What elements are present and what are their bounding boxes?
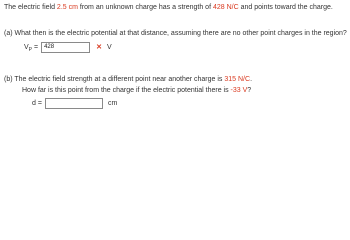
part-a-variable-label xyxy=(24,43,38,53)
distance-input[interactable] xyxy=(45,98,103,109)
part-b-text-4: ? xyxy=(247,87,252,94)
intro-text-3: and points toward the charge. xyxy=(238,4,333,11)
part-b-unit: cm xyxy=(107,100,118,107)
part-b-question-line-1 xyxy=(4,75,252,84)
field-strength-value: 428 N/C xyxy=(212,4,239,11)
part-b-potential: -33 V xyxy=(230,87,248,94)
part-b-variable-label xyxy=(32,99,42,108)
part-b-field-strength: 315 N/C xyxy=(224,76,251,83)
part-a-unit: V xyxy=(106,44,112,51)
part-b-text-3: How far is this point from the charge if the electric potential there is xyxy=(22,87,231,94)
equals-sign: = xyxy=(32,43,39,51)
problem-page xyxy=(0,0,350,119)
distance-value: 2.5 cm xyxy=(56,4,78,11)
variable-subscript: P xyxy=(28,46,33,53)
part-b-text-2: . xyxy=(250,76,253,83)
part-a-question: (a) What then is the electric potential at that distance, assuming there are no other point charges in the region? xyxy=(4,30,347,37)
problem-intro xyxy=(4,3,333,12)
x-mark-icon: ✕ xyxy=(96,44,102,51)
variable-main: V xyxy=(24,43,29,51)
part-b-answer-row xyxy=(32,98,117,109)
intro-text-1: The electric field xyxy=(4,4,57,11)
part-a-answer-row xyxy=(24,42,112,53)
variable-d: d xyxy=(32,100,36,107)
part-b-question-line-2 xyxy=(22,86,251,95)
intro-text-2: from an unknown charge has a strength of xyxy=(77,4,213,11)
equals-sign-b: = xyxy=(35,100,42,107)
potential-input[interactable] xyxy=(41,42,90,53)
part-b-text-1: (b) The electric field strength at a different point near another charge is xyxy=(4,76,225,83)
